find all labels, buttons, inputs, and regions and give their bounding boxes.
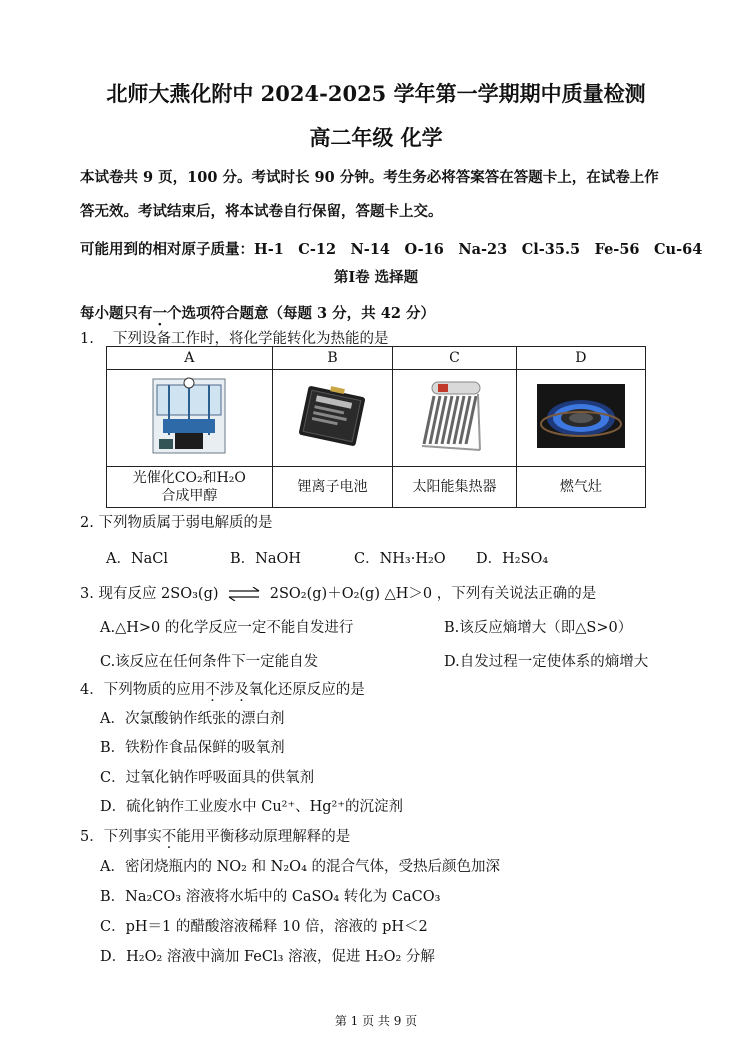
instruction-text-rest: 个选项符合题意（每题 3 分，共 42 分） (167, 305, 435, 322)
intro-line-1: 本试卷共 9 页，100 分。考试时长 90 分钟。考生务必将答案答在答题卡上，在试卷上作 (80, 169, 659, 186)
exam-title: 北师大燕化附中 2024-2025 学年第一学期期中质量检测 (106, 81, 646, 106)
q3-option-b: B.该反应熵增大（即△S>0） (444, 620, 633, 636)
q1-image-a (107, 370, 273, 467)
q4-option-b: B．铁粉作食品保鲜的吸氧剂 (100, 740, 285, 756)
section-instruction (80, 302, 435, 323)
q1-header-d: D (516, 347, 645, 370)
q4-option-c: C．过氧化钠作呼吸面具的供氧剂 (100, 770, 315, 786)
q4-option-d: D．硫化钠作工业废水中 Cu²⁺、Hg²⁺的沉淀剂 (100, 799, 404, 815)
q1-label-d: 燃气灶 (516, 467, 645, 508)
photocatalysis-apparatus-icon (149, 375, 229, 457)
q1-image-b (272, 370, 393, 467)
q4-emphasis-2: 及 (234, 682, 249, 698)
page-footer: 第 1 页 共 9 页 (334, 1014, 418, 1028)
section-title: 第Ⅰ卷 选择题 (333, 269, 419, 286)
q1-options-table (106, 346, 646, 508)
q2-option-b: B．NaOH (230, 551, 302, 567)
exam-subtitle: 高二年级 化学 (309, 125, 443, 150)
q1-image-c (393, 370, 516, 467)
atomic-masses: 可能用到的相对原子质量：H-1 C-12 N-14 O-16 Na-23 Cl-35.5 Fe-56 Cu-64 (80, 241, 703, 258)
q1-image-d (516, 370, 645, 467)
q3-option-c: C.该反应在任何条件下一定能自发 (100, 654, 319, 670)
q3-stem (80, 582, 596, 603)
q5-stem-mid: 能 (176, 829, 191, 845)
equilibrium-arrow-icon (227, 587, 261, 601)
q5-stem-rest: 用平衡移动原理解释的是 (190, 829, 351, 845)
q2-stem: 2. 下列物质属于弱电解质的是 (80, 515, 273, 531)
q1-header-b: B (272, 347, 393, 370)
q5-option-a: A．密闭烧瓶内的 NO₂ 和 N₂O₄ 的混合气体，受热后颜色加深 (100, 859, 500, 875)
q2-option-c: C．NH₃·H₂O (354, 551, 446, 567)
q5-stem-text: 5．下列事实 (80, 829, 162, 845)
q3-option-d: D.自发过程一定使体系的熵增大 (444, 654, 649, 670)
instruction-emphasis: 一 (152, 305, 167, 322)
q2-option-a: A．NaCl (106, 551, 169, 567)
q1-label-a-line1: 光催化CO₂和H₂O (132, 470, 246, 486)
q2-option-d: D．H₂SO₄ (476, 551, 549, 567)
q3-stem-reactant: 3. 现有反应 2SO₃(g) (80, 586, 219, 602)
q4-stem-mid: 涉 (219, 682, 235, 698)
q5-option-c: C．pH＝1 的醋酸溶液稀释 10 倍，溶液的 pH＜2 (100, 919, 428, 935)
q4-stem-rest: 氧化还原反应的是 (248, 682, 365, 698)
q1-label-a (107, 467, 273, 508)
q1-stem: 1. 下列设备工作时，将化学能转化为热能的是 (80, 331, 389, 347)
gas-stove-flame-icon (537, 384, 625, 448)
q5-option-b: B．Na₂CO₃ 溶液将水垢中的 CaSO₄ 转化为 CaCO₃ (100, 889, 441, 905)
q1-label-b: 锂离子电池 (272, 467, 393, 508)
q2-options (106, 547, 548, 568)
lithium-battery-icon (291, 381, 373, 451)
q1-label-a-line2: 合成甲醇 (161, 488, 218, 504)
q4-stem-text: 4．下列物质的应用 (80, 682, 206, 698)
q1-header-a: A (107, 347, 273, 370)
q1-label-c: 太阳能集热器 (393, 467, 516, 508)
instruction-text: 每小题只有 (80, 305, 153, 322)
q3-stem-products: 2SO₂(g)＋O₂(g) △H＞0 ，下列有关说法正确的是 (269, 586, 597, 602)
q5-stem (80, 825, 350, 846)
q4-stem (80, 678, 365, 699)
q4-option-a: A．次氯酸钠作纸张的漂白剂 (100, 711, 285, 727)
intro-line-2: 答无效。考试结束后，将本试卷自行保留，答题卡上交。 (80, 203, 443, 220)
q5-option-d: D．H₂O₂ 溶液中滴加 FeCl₃ 溶液，促进 H₂O₂ 分解 (100, 949, 435, 965)
q5-emphasis-1: 不 (161, 829, 177, 845)
q4-emphasis-1: 不 (205, 682, 220, 698)
q1-header-c: C (393, 347, 516, 370)
q3-option-a: A.△H>0 的化学反应一定不能自发进行 (100, 620, 354, 636)
solar-water-heater-icon (418, 378, 490, 454)
